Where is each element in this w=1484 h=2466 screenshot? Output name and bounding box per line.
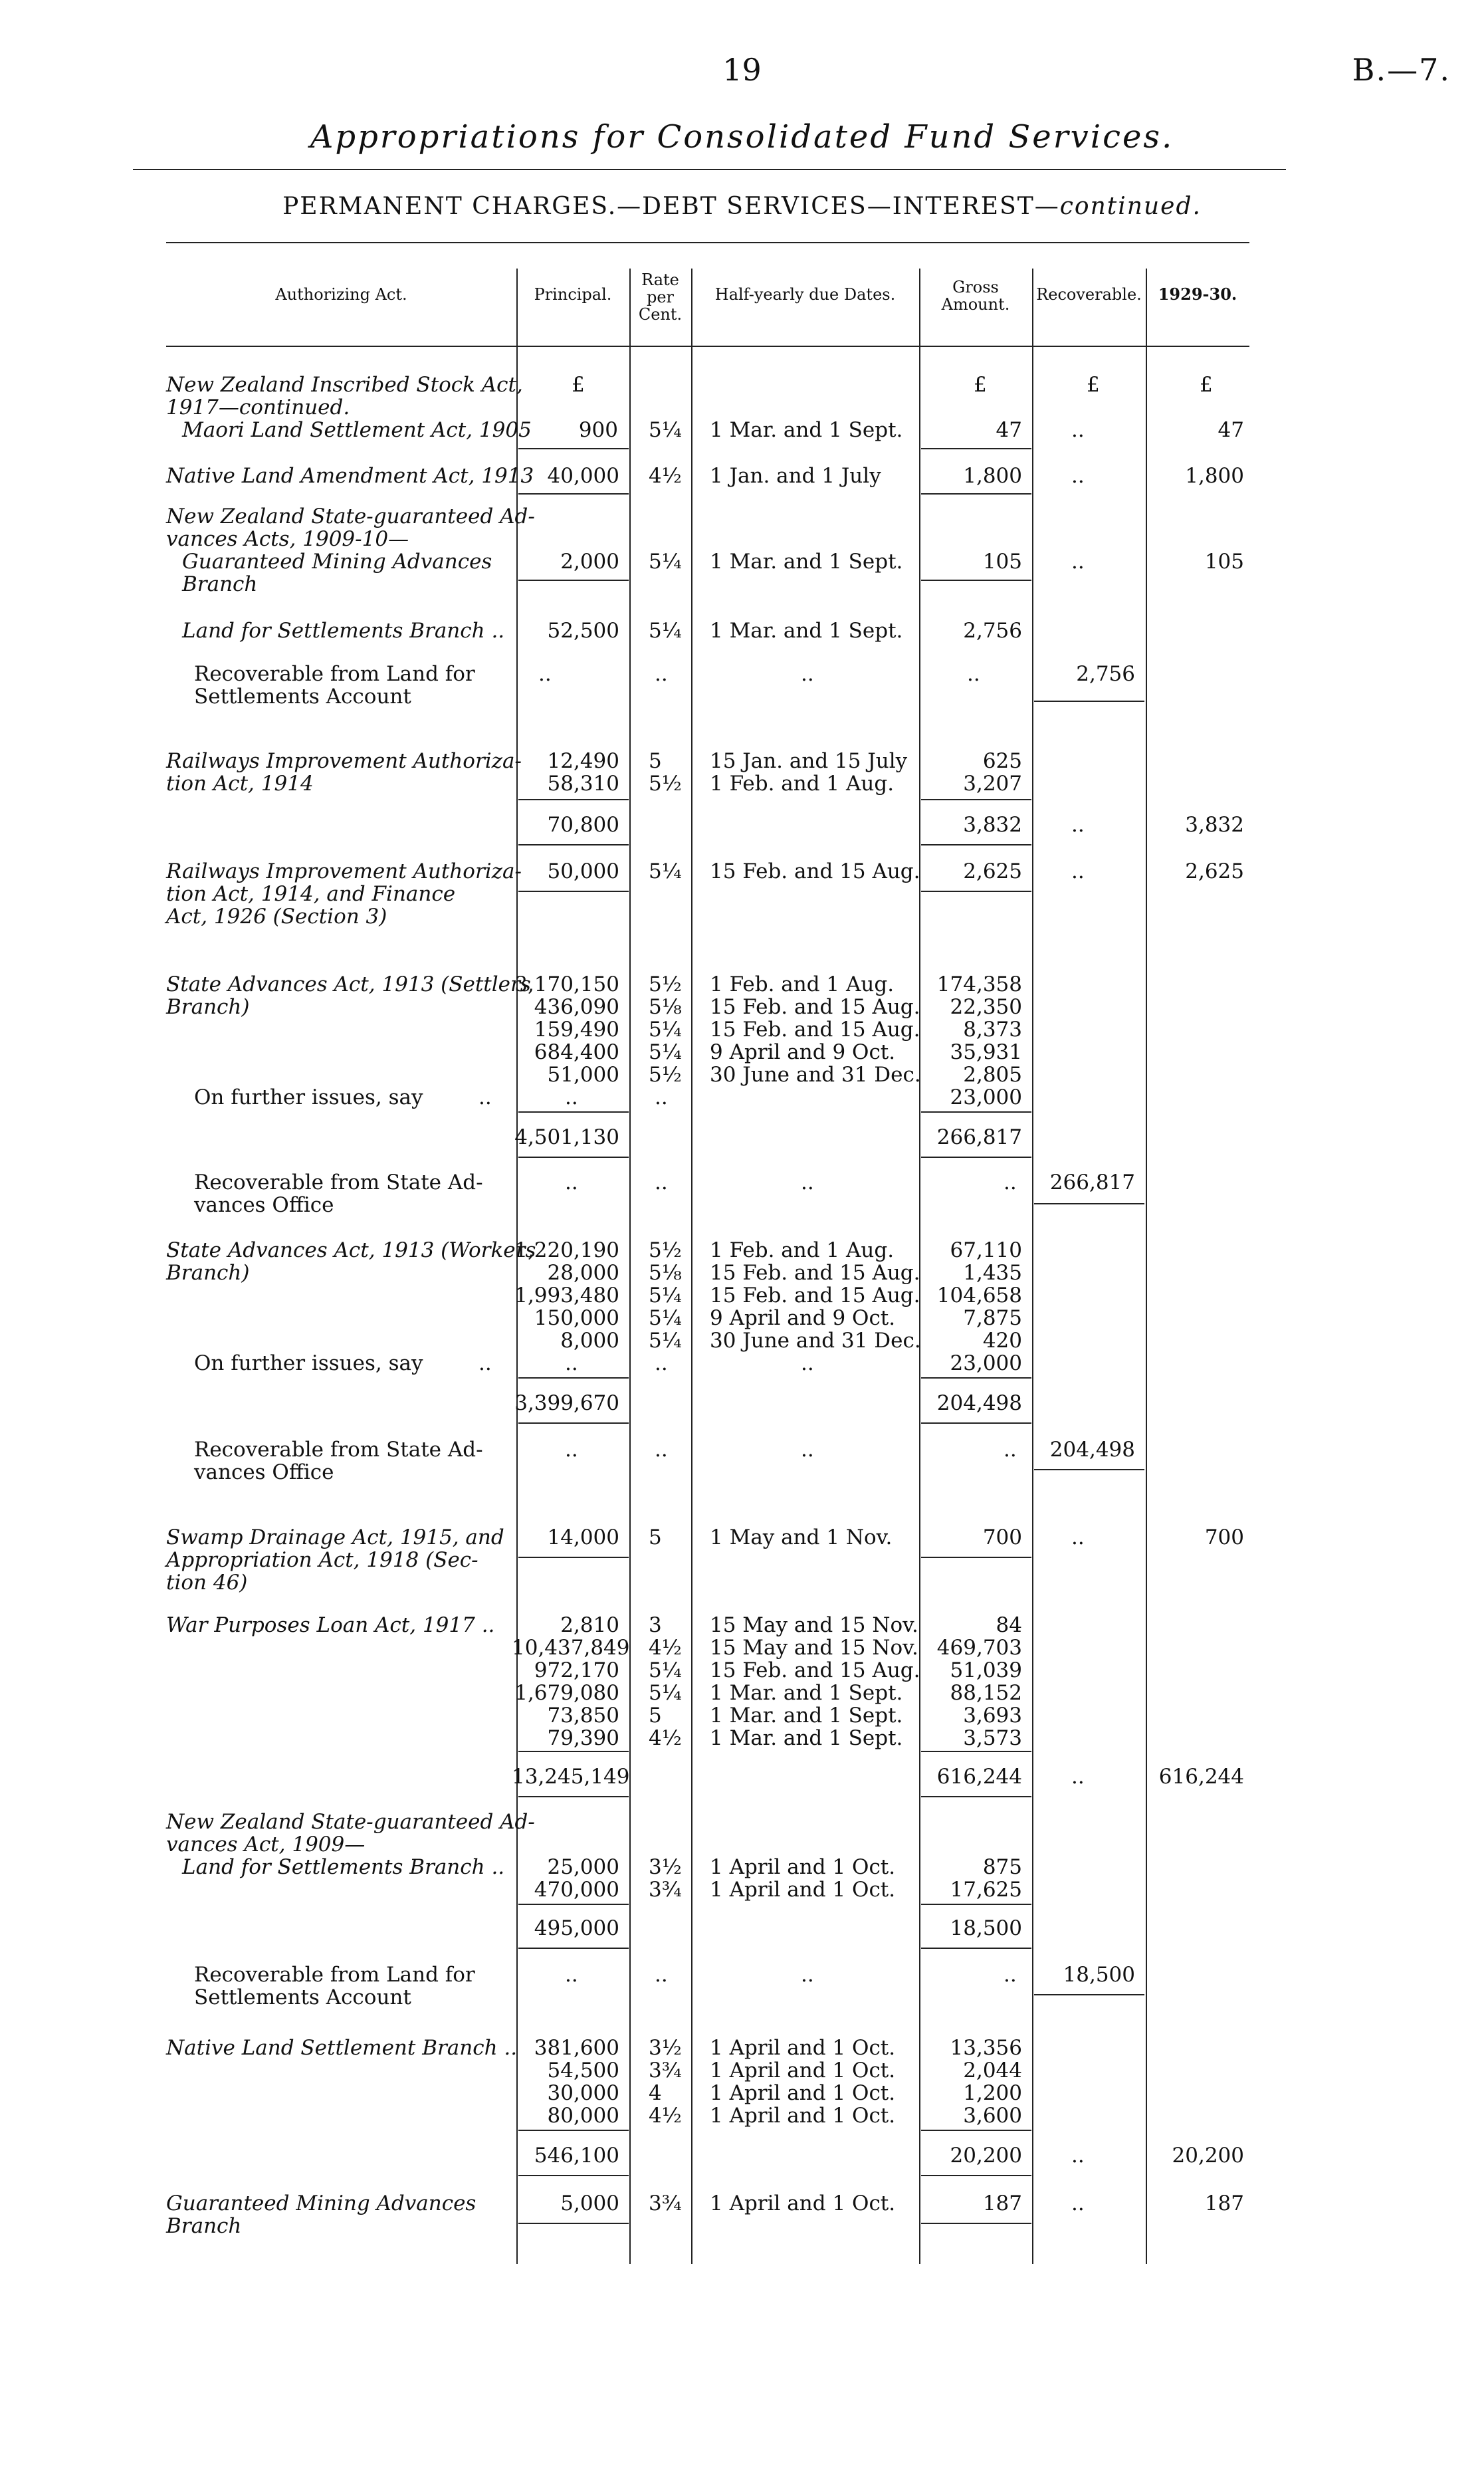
- subtitle-continued: continued.: [1059, 193, 1202, 220]
- sa-workers-due: 1 Feb. and 1 Aug. 15 Feb. and 15 Aug. 15 Feb. and 15 Aug. 9 April and 9 Oct. 30 June and 31 Dec.: [710, 1238, 921, 1353]
- nlaa-recoverable: ..: [1071, 464, 1085, 488]
- lfs-recov-rate: ..: [655, 662, 668, 686]
- rule-sa-settlers-principal: [518, 1111, 629, 1113]
- currency-gross: £: [974, 373, 987, 397]
- rule-sa-settlers-total-gross: [921, 1157, 1031, 1158]
- gma2-principal: 5,000: [560, 2191, 619, 2215]
- nlaa-label: Native Land Amendment Act, 1913: [166, 464, 534, 488]
- sa-settlers-total-gross: 266,817: [936, 1125, 1022, 1149]
- swamp-principal: 14,000: [547, 1525, 619, 1549]
- currency-principal: £: [572, 373, 585, 397]
- lfs2-rate: 3½ 3¾: [649, 1855, 682, 1902]
- rule-maori-principal: [518, 448, 629, 449]
- sa-workers-further-rate: ..: [655, 1351, 668, 1375]
- swamp-recoverable: ..: [1071, 1525, 1085, 1549]
- table-header-rule: [166, 346, 1249, 347]
- sa-workers-recov-label: Recoverable from State Ad- vances Office: [194, 1438, 483, 1484]
- lfs2-due: 1 April and 1 Oct. 1 April and 1 Oct.: [710, 1855, 896, 1902]
- lfs2-label: Land for Settlements Branch ..: [182, 1855, 505, 1879]
- sa-workers-dots: ..: [478, 1351, 492, 1375]
- war-gross: 84 469,703 51,039 88,152 3,693 3,573: [936, 1613, 1022, 1750]
- page-number: 19: [722, 52, 762, 88]
- sa-workers-further-label: On further issues, say: [194, 1351, 423, 1375]
- lfs2-recov-rate: ..: [655, 1963, 668, 1987]
- rule-sa-settlers-recoverable: [1034, 1203, 1144, 1204]
- sa-settlers-further-principal: ..: [565, 1085, 578, 1109]
- gma2-label: Guaranteed Mining Advances Branch: [166, 2191, 477, 2238]
- gma-principal: 2,000: [560, 550, 619, 574]
- ria2-gross: 2,625: [963, 859, 1022, 883]
- gma2-year: 187: [1204, 2191, 1244, 2215]
- sa-settlers-total-principal: 4,501,130: [514, 1125, 619, 1149]
- nls-total-recoverable: ..: [1071, 2144, 1085, 2168]
- sa-settlers-dots: ..: [478, 1085, 492, 1109]
- rule-nlaa-gross: [921, 493, 1031, 495]
- nlaa-principal: 40,000: [547, 464, 619, 488]
- col-header-act: Authorizing Act.: [275, 285, 407, 304]
- ria-principal: 12,490 58,310: [547, 749, 619, 796]
- sa-settlers-due: 1 Feb. and 1 Aug. 15 Feb. and 15 Aug. 15 Feb. and 15 Aug. 9 April and 9 Oct. 30 June and 31 Dec.: [710, 972, 921, 1087]
- maori-rate: 5¼: [649, 418, 682, 442]
- maori-due: 1 Mar. and 1 Sept.: [710, 418, 903, 442]
- gma2-gross: 187: [982, 2191, 1022, 2215]
- maori-principal: 900: [578, 418, 618, 442]
- lfs-label: Land for Settlements Branch ..: [182, 619, 505, 643]
- lfs2-principal: 25,000 470,000: [534, 1855, 619, 1902]
- rule-ria-total-principal: [518, 844, 629, 845]
- nzsg2-label: New Zealand State-guaranteed Ad- vances Act, 1909—: [166, 1810, 535, 1856]
- ria2-due: 15 Feb. and 15 Aug.: [710, 859, 920, 883]
- rule-gma-gross: [921, 580, 1031, 581]
- rule-gma2-gross: [921, 2223, 1031, 2224]
- rule-maori-gross: [921, 448, 1031, 449]
- rule-nls-total-gross: [921, 2175, 1031, 2176]
- sa-workers-total-principal: 3,399,670: [514, 1391, 619, 1415]
- ria-total-year: 3,832: [1185, 813, 1244, 837]
- rule-nls-principal: [518, 2130, 629, 2131]
- page-title: Appropriations for Consolidated Fund Services.: [310, 118, 1174, 156]
- rule-ria2-gross: [921, 891, 1031, 892]
- rule-war-total-principal: [518, 1796, 629, 1797]
- lfs-gross: 2,756: [963, 619, 1022, 643]
- subtitle-main: PERMANENT CHARGES.—DEBT SERVICES—INTEREST—: [282, 193, 1060, 220]
- sa-workers-label: State Advances Act, 1913 (Workers Branch): [166, 1238, 536, 1285]
- rule-lfs2-total-gross: [921, 1948, 1031, 1949]
- sa-settlers-label: State Advances Act, 1913 (Settlers Branch): [166, 972, 531, 1019]
- sa-settlers-gross: 174,358 22,350 8,373 35,931 2,805: [936, 972, 1022, 1087]
- col-header-rate: Rate per Cent.: [638, 271, 683, 324]
- ria-rate: 5 5½: [649, 749, 682, 796]
- col-header-due: Half-yearly due Dates.: [714, 285, 896, 304]
- rule-war-principal: [518, 1751, 629, 1752]
- lfs-principal: 52,500: [547, 619, 619, 643]
- gma-year: 105: [1204, 550, 1244, 574]
- lfs2-recov-label: Recoverable from Land for Settlements Account: [194, 1963, 475, 2009]
- sa-settlers-principal: 3,170,150 436,090 159,490 684,400 51,000: [514, 972, 619, 1087]
- lfs2-total-principal: 495,000: [534, 1916, 619, 1940]
- rule-nlaa-principal: [518, 493, 629, 495]
- swamp-year: 700: [1204, 1525, 1244, 1549]
- nls-principal: 381,600 54,500 30,000 80,000: [534, 2036, 619, 2128]
- sa-settlers-recov-principal: ..: [565, 1171, 578, 1194]
- ria-total-principal: 70,800: [547, 813, 619, 837]
- document-reference: B.—7.: [1352, 52, 1451, 88]
- rule-sa-workers-gross: [921, 1377, 1031, 1379]
- nls-total-principal: 546,100: [534, 2144, 619, 2168]
- ria2-rate: 5¼: [649, 859, 682, 883]
- sa-workers-recov-gross: ..: [1004, 1438, 1017, 1462]
- gma-rate: 5¼: [649, 550, 682, 574]
- nzis-label: New Zealand Inscribed Stock Act, 1917—continued.: [166, 373, 523, 419]
- rule-swamp-gross: [921, 1557, 1031, 1558]
- swamp-rate: 5: [649, 1525, 662, 1549]
- sa-workers-recov-rate: ..: [655, 1438, 668, 1462]
- rule-nls-gross: [921, 2130, 1031, 2131]
- sa-settlers-recov-gross: ..: [1004, 1171, 1017, 1194]
- lfs2-recov-principal: ..: [565, 1963, 578, 1987]
- nls-rate: 3½ 3¾ 4 4½: [649, 2036, 682, 2128]
- sa-workers-total-gross: 204,498: [936, 1391, 1022, 1415]
- rule-sa-settlers-total-principal: [518, 1157, 629, 1158]
- sa-settlers-recov-label: Recoverable from State Ad- vances Office: [194, 1171, 483, 1217]
- col-header-year: 1929-30.: [1158, 284, 1237, 304]
- war-total-year: 616,244: [1158, 1765, 1244, 1789]
- lfs2-recov-due: ..: [801, 1963, 814, 1987]
- sa-settlers-rate: 5½ 5⅛ 5¼ 5¼ 5½: [649, 972, 682, 1087]
- col-divider-rate: [629, 269, 631, 2264]
- rule-sa-workers-total-principal: [518, 1422, 629, 1424]
- rule-lfs2-gross: [921, 1904, 1031, 1905]
- rule-war-gross: [921, 1751, 1031, 1752]
- rule-sa-workers-total-gross: [921, 1422, 1031, 1424]
- nls-total-year: 20,200: [1172, 2144, 1244, 2168]
- gma-recoverable: ..: [1071, 550, 1085, 574]
- swamp-due: 1 May and 1 Nov.: [710, 1525, 893, 1549]
- war-label: War Purposes Loan Act, 1917 ..: [166, 1613, 495, 1637]
- rule-nls-total-principal: [518, 2175, 629, 2176]
- lfs-recov-label: Recoverable from Land for Settlements Account: [194, 662, 475, 709]
- sa-settlers-recov-rate: ..: [655, 1171, 668, 1194]
- sa-workers-gross: 67,110 1,435 104,658 7,875 420: [936, 1238, 1022, 1353]
- ria-label: Railways Improvement Authoriza- tion Act, 1914: [166, 749, 522, 796]
- sa-settlers-further-gross: 23,000: [950, 1085, 1022, 1109]
- lfs-recov-principal: ..: [538, 662, 552, 686]
- section-subtitle: [0, 193, 1484, 220]
- ria-total-gross: 3,832: [963, 813, 1022, 837]
- rule-sa-settlers-gross: [921, 1111, 1031, 1113]
- war-total-gross: 616,244: [936, 1765, 1022, 1789]
- gma2-due: 1 April and 1 Oct.: [710, 2191, 896, 2215]
- lfs-recov-gross: ..: [967, 662, 980, 686]
- maori-recoverable: ..: [1071, 418, 1085, 442]
- lfs-recov-recoverable: 2,756: [1076, 662, 1135, 686]
- nls-due: 1 April and 1 Oct. 1 April and 1 Oct. 1 April and 1 Oct. 1 April and 1 Oct.: [710, 2036, 896, 2128]
- nls-total-gross: 20,200: [950, 2144, 1022, 2168]
- nzsg-label: New Zealand State-guaranteed Ad- vances Acts, 1909-10—: [166, 504, 535, 551]
- sa-workers-further-due: ..: [801, 1351, 814, 1375]
- ria-gross: 625 3,207: [963, 749, 1022, 796]
- rule-sa-workers-principal: [518, 1377, 629, 1379]
- maori-gross: 47: [996, 418, 1022, 442]
- nls-gross: 13,356 2,044 1,200 3,600: [950, 2036, 1022, 2128]
- ria2-label: Railways Improvement Authoriza- tion Act, 1914, and Finance Act, 1926 (Section 3): [166, 859, 522, 929]
- rule-ria2-principal: [518, 891, 629, 892]
- lfs2-recov-gross: ..: [1004, 1963, 1017, 1987]
- rule-sa-workers-recoverable: [1034, 1469, 1144, 1470]
- maori-label: Maori Land Settlement Act, 1905: [182, 418, 532, 442]
- rule-ria-principal: [518, 799, 629, 800]
- col-header-gross: Gross Amount.: [941, 278, 1010, 314]
- ria2-year: 2,625: [1185, 859, 1244, 883]
- title-rule: [133, 169, 1286, 170]
- rule-lfs-recoverable: [1034, 701, 1144, 702]
- currency-recoverable: £: [1087, 373, 1100, 397]
- sa-workers-recov-due: ..: [801, 1438, 814, 1462]
- lfs2-total-gross: 18,500: [950, 1916, 1022, 1940]
- gma-label: Guaranteed Mining Advances Branch: [182, 550, 492, 596]
- lfs-recov-due: ..: [801, 662, 814, 686]
- sa-workers-principal: 1,220,190 28,000 1,993,480 150,000 8,000: [514, 1238, 619, 1353]
- war-total-principal: 13,245,149: [512, 1765, 630, 1789]
- ria-total-recoverable: ..: [1071, 813, 1085, 837]
- swamp-label: Swamp Drainage Act, 1915, and Appropriation Act, 1918 (Sec- tion 46): [166, 1525, 504, 1595]
- sa-workers-rate: 5½ 5⅛ 5¼ 5¼ 5¼: [649, 1238, 682, 1353]
- col-header-recoverable: Recoverable.: [1036, 285, 1142, 304]
- rule-gma-principal: [518, 580, 629, 581]
- gma2-recoverable: ..: [1071, 2191, 1085, 2215]
- nls-label: Native Land Settlement Branch ..: [166, 2036, 518, 2060]
- col-header-principal: Principal.: [534, 285, 612, 304]
- war-due: 15 May and 15 Nov. 15 May and 15 Nov. 15 Feb. and 15 Aug. 1 Mar. and 1 Sept. 1 Mar. and 1 Sept. 1 Mar. and 1 Sept.: [710, 1613, 920, 1750]
- ria2-recoverable: ..: [1071, 859, 1085, 883]
- rule-lfs2-total-principal: [518, 1948, 629, 1949]
- gma2-rate: 3¾: [649, 2191, 682, 2215]
- rule-lfs2-principal: [518, 1904, 629, 1905]
- appropriations-table: [166, 242, 1249, 2269]
- war-rate: 3 4½ 5¼ 5¼ 5 4½: [649, 1613, 682, 1750]
- rule-ria-total-gross: [921, 844, 1031, 845]
- sa-settlers-recov-due: ..: [801, 1171, 814, 1194]
- rule-war-total-gross: [921, 1796, 1031, 1797]
- sa-settlers-further-label: On further issues, say: [194, 1085, 423, 1109]
- sa-workers-further-principal: ..: [565, 1351, 578, 1375]
- gma-due: 1 Mar. and 1 Sept.: [710, 550, 903, 574]
- war-total-recoverable: ..: [1071, 1765, 1085, 1789]
- rule-gma2-principal: [518, 2223, 629, 2224]
- sa-workers-recov-recoverable: 204,498: [1049, 1438, 1135, 1462]
- rule-swamp-principal: [518, 1557, 629, 1558]
- nlaa-due: 1 Jan. and 1 July: [710, 464, 881, 488]
- currency-year: £: [1200, 373, 1213, 397]
- ria2-principal: 50,000: [547, 859, 619, 883]
- maori-year: 47: [1218, 418, 1244, 442]
- col-divider-due: [691, 269, 692, 2264]
- sa-workers-recov-principal: ..: [565, 1438, 578, 1462]
- table-top-rule: [166, 242, 1249, 243]
- lfs-rate: 5¼: [649, 619, 682, 643]
- nlaa-year: 1,800: [1185, 464, 1244, 488]
- sa-settlers-further-rate: ..: [655, 1085, 668, 1109]
- rule-lfs2-recoverable: [1034, 1994, 1144, 1995]
- gma-gross: 105: [982, 550, 1022, 574]
- sa-workers-further-gross: 23,000: [950, 1351, 1022, 1375]
- lfs2-gross: 875 17,625: [950, 1855, 1022, 1902]
- rule-ria-gross: [921, 799, 1031, 800]
- lfs-due: 1 Mar. and 1 Sept.: [710, 619, 903, 643]
- war-principal: 2,810 10,437,849 972,170 1,679,080 73,850 79,390: [512, 1613, 630, 1750]
- nlaa-gross: 1,800: [963, 464, 1022, 488]
- ria-due: 15 Jan. and 15 July 1 Feb. and 1 Aug.: [710, 749, 908, 796]
- lfs2-recov-recoverable: 18,500: [1063, 1963, 1135, 1987]
- nlaa-rate: 4½: [649, 464, 682, 488]
- swamp-gross: 700: [982, 1525, 1022, 1549]
- sa-settlers-recov-recoverable: 266,817: [1049, 1171, 1135, 1194]
